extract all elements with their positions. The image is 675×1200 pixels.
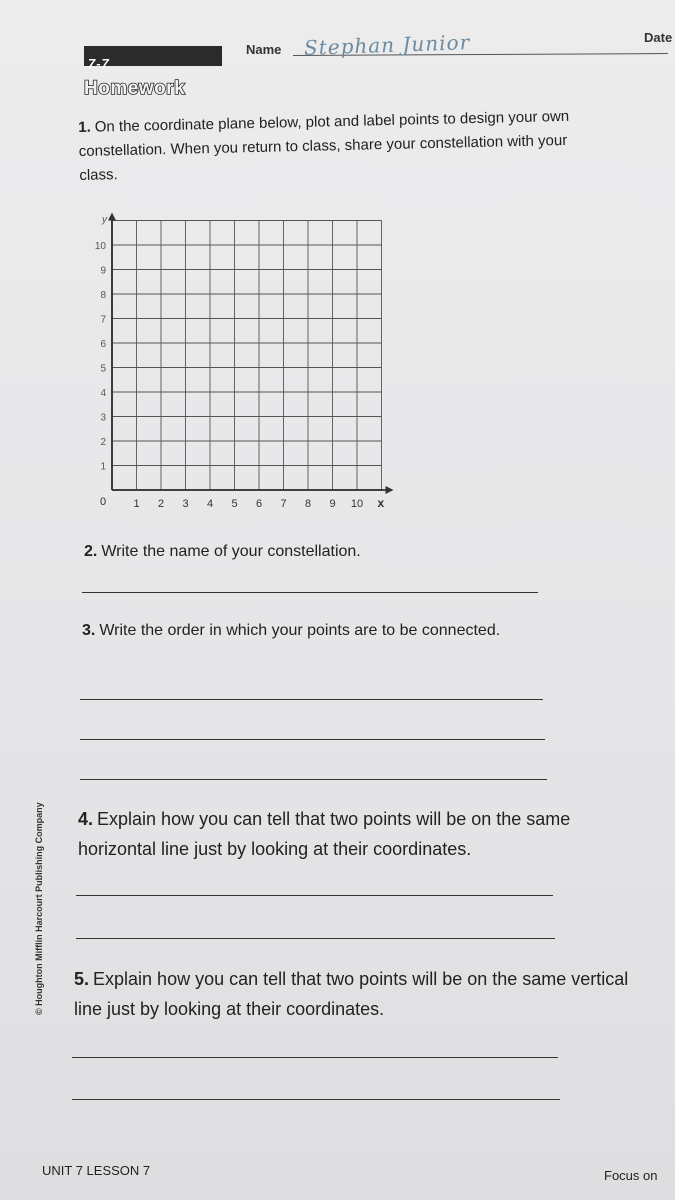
footer-unit: UNIT 7 LESSON 7 xyxy=(42,1163,151,1178)
y-tick-label: 9 xyxy=(100,265,106,277)
question-5 xyxy=(74,964,634,1024)
footer-focus: Focus on xyxy=(604,1168,658,1183)
y-tick-label: 5 xyxy=(100,363,106,375)
x-tick-label: 8 xyxy=(304,498,312,510)
y-tick-label: 10 xyxy=(94,241,106,252)
answer-line[interactable] xyxy=(76,938,555,939)
answer-line[interactable] xyxy=(80,699,543,700)
y-tick-label: 6 xyxy=(100,339,106,350)
answer-line[interactable] xyxy=(80,779,547,780)
x-tick-label: 4 xyxy=(206,498,214,510)
y-tick-label: 4 xyxy=(100,388,106,399)
x-tick-label: 3 xyxy=(182,498,189,510)
y-tick-label: 1 xyxy=(100,461,106,473)
question-number: 5. xyxy=(74,969,90,989)
answer-line[interactable] xyxy=(72,1057,558,1058)
name-label: Name xyxy=(246,42,282,57)
question-number: 4. xyxy=(78,809,94,829)
question-1 xyxy=(78,105,580,188)
homework-title: Homework xyxy=(84,78,186,99)
x-tick-label: 9 xyxy=(329,498,336,510)
question-text: Explain how you can tell that two points will be on the same vertical line just by looking at their coordinates. xyxy=(74,969,629,1019)
x-tick-label: 6 xyxy=(255,498,263,510)
date-label: Date xyxy=(644,30,673,45)
y-axis-label: y xyxy=(102,214,107,226)
origin-label: 0 xyxy=(99,496,107,508)
question-number: 1. xyxy=(78,118,91,136)
x-axis-arrow xyxy=(386,486,394,494)
y-tick-label: 3 xyxy=(100,412,106,424)
question-text: On the coordinate plane below, plot and label points to design your own constellation. When you return to class, share your constellation with your class. xyxy=(78,107,570,184)
x-tick-label: 5 xyxy=(231,498,238,510)
x-tick-label: 1 xyxy=(133,498,140,510)
lesson-number: 7-7 xyxy=(88,56,110,71)
answer-line[interactable] xyxy=(82,592,538,593)
question-4 xyxy=(78,804,638,864)
question-3 xyxy=(82,617,552,645)
x-tick-label: 10 xyxy=(350,498,364,510)
publisher-credit: © Houghton Mifflin Harcourt Publishing Company xyxy=(34,802,44,1015)
question-text: Write the order in which your points are to be connected. xyxy=(99,622,501,639)
y-tick-label: 2 xyxy=(100,437,106,448)
x-tick-label: 2 xyxy=(157,498,165,510)
answer-line[interactable] xyxy=(80,739,545,740)
coordinate-grid[interactable] xyxy=(86,214,396,522)
answer-line[interactable] xyxy=(76,895,553,896)
question-number: 2. xyxy=(84,543,98,560)
question-text: Write the name of your constellation. xyxy=(101,543,361,560)
y-tick-label: 7 xyxy=(100,314,106,326)
question-number: 3. xyxy=(82,622,96,639)
y-axis-arrow xyxy=(108,213,116,221)
x-tick-label: 7 xyxy=(280,498,287,510)
y-tick-label: 8 xyxy=(100,290,106,301)
x-axis-label: x xyxy=(377,496,385,510)
name-value: Stephan Junior xyxy=(303,30,471,60)
question-text: Explain how you can tell that two points will be on the same horizontal line just by looking at their coordinates. xyxy=(78,809,571,859)
answer-line[interactable] xyxy=(72,1099,560,1100)
question-2 xyxy=(84,538,604,566)
